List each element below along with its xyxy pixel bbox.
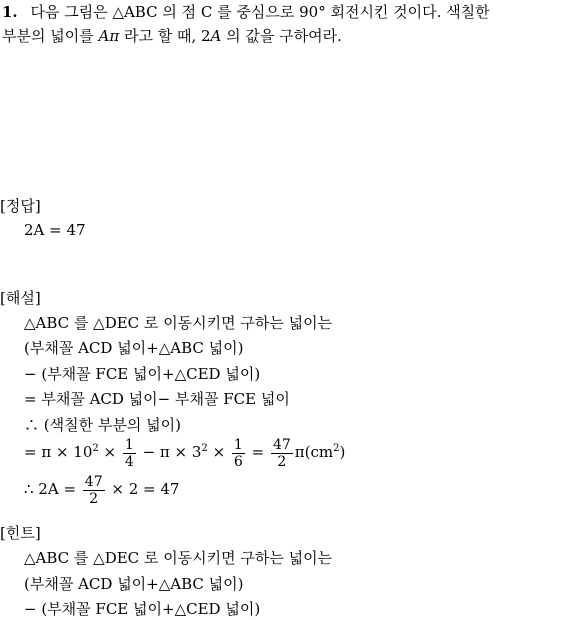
hint-line-3: − (부채꼴 FCE 넓이+△CED 넓이) — [24, 600, 261, 618]
question-line-1 — [2, 2, 490, 22]
explanation-header: [해설] — [0, 289, 41, 307]
question-line-2 — [2, 26, 342, 46]
formula-part-3: − π × 3 — [137, 443, 202, 461]
hint-line-2: (부채꼴 ACD 넓이+△ABC 넓이) — [24, 575, 244, 593]
question-text-1: 다음 그림은 △ABC 의 점 C 를 중심으로 90° 회전시킨 것이다. 색칠한 — [30, 3, 490, 21]
question-text-2b: 라고 할 때, 2 — [119, 27, 211, 45]
question-text-2a: 부분의 넓이를 — [2, 27, 99, 45]
formula-part-6: π(cm — [294, 443, 334, 461]
formula-part-1: = π × 10 — [24, 443, 93, 461]
explanation-conclusion — [24, 469, 179, 509]
fraction-denominator: 2 — [277, 453, 287, 470]
hint-header: [힌트] — [0, 524, 41, 542]
figure-area — [0, 60, 574, 190]
explanation-formula — [24, 432, 345, 472]
question-number: 1. — [2, 3, 18, 21]
answer-value: 2A = 47 — [24, 221, 86, 239]
fraction-denominator: 6 — [233, 453, 243, 470]
fraction-numerator: 1 — [124, 436, 134, 453]
fraction-denominator: 2 — [89, 490, 99, 507]
fraction-47-over-2-conclusion — [83, 474, 105, 507]
fraction-numerator: 47 — [272, 436, 291, 453]
formula-exp-1: 2 — [92, 443, 99, 454]
question-var-a-pi: Aπ — [98, 27, 120, 45]
conclusion-post: × 2 = 47 — [106, 480, 180, 498]
conclusion-pre: ∴ 2A = — [24, 480, 81, 498]
fraction-one-quarter — [123, 437, 136, 470]
formula-part-7: ) — [339, 443, 346, 461]
fraction-47-over-2 — [271, 437, 293, 470]
explanation-line-2: (부채꼴 ACD 넓이+△ABC 넓이) — [24, 339, 244, 357]
fraction-numerator: 1 — [233, 436, 243, 453]
formula-part-4: × — [207, 443, 230, 461]
fraction-numerator: 47 — [84, 473, 103, 490]
explanation-line-3: − (부채꼴 FCE 넓이+△CED 넓이) — [24, 365, 261, 383]
fraction-one-sixth — [232, 437, 245, 470]
explanation-line-4: = 부채꼴 ACD 넓이− 부채꼴 FCE 넓이 — [24, 390, 290, 408]
formula-part-2: × — [98, 443, 121, 461]
answer-header: [정답] — [0, 197, 41, 215]
question-text-2c: 의 값을 구하여라. — [221, 27, 342, 45]
formula-exp-3: 2 — [333, 443, 340, 454]
hint-line-1: △ABC 를 △DEC 로 이동시키면 구하는 넓이는 — [24, 549, 333, 567]
formula-exp-2: 2 — [201, 443, 208, 454]
fraction-denominator: 4 — [124, 453, 134, 470]
explanation-line-1: △ABC 를 △DEC 로 이동시키면 구하는 넓이는 — [24, 314, 333, 332]
explanation-line-5: ∴ (색칠한 부분의 넓이) — [24, 416, 181, 434]
question-var-a: A — [210, 27, 222, 45]
formula-part-5: = — [246, 443, 269, 461]
